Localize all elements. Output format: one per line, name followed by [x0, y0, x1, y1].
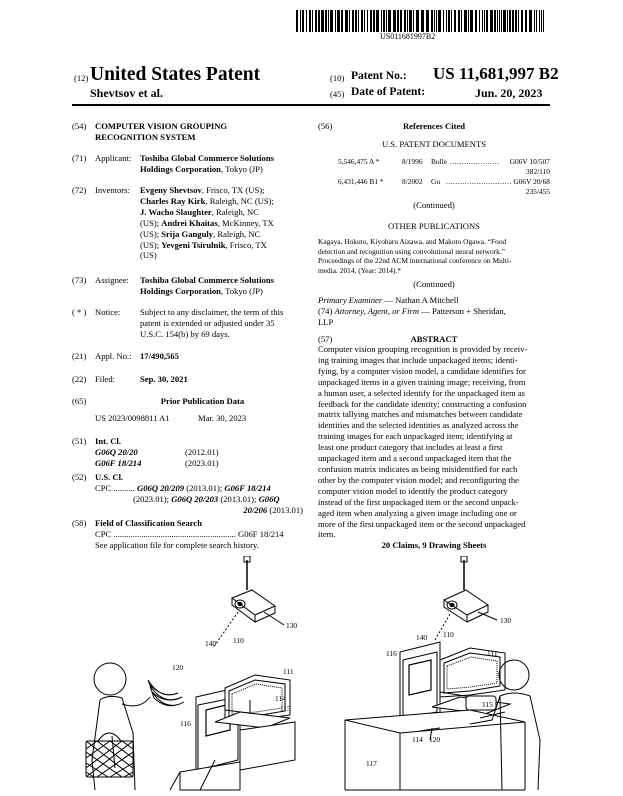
field-code: (51): [72, 436, 87, 446]
barcode-bar: [349, 10, 350, 32]
assignee-name: Holdings Corporation: [140, 285, 221, 296]
doc-kind-code: (12): [74, 73, 89, 83]
field-code: (21): [72, 351, 87, 361]
field-search-note: See application file for complete search history.: [95, 540, 259, 550]
barcode-bar: [302, 10, 304, 32]
barcode-bar: [345, 10, 348, 32]
inventor-name: J. Wacho Slaughter: [140, 206, 212, 217]
abstract-line: Computer vision grouping recognition is provided by receiv-: [318, 344, 528, 354]
field-code: (56): [318, 121, 333, 131]
other-pubs-line: detection and recognition using convolutional neural network.”: [318, 246, 505, 256]
inventor-location: (US): [140, 250, 157, 261]
ref-numeral: 116: [386, 649, 397, 658]
barcode-bar: [352, 10, 354, 32]
ref-numeral: 110: [443, 630, 454, 639]
abstract-line: identities and the selected identities as analyzed across the: [318, 420, 519, 431]
barcode-bar: [364, 10, 365, 32]
barcode-bar: [529, 10, 532, 32]
barcode-bar: [376, 10, 379, 32]
ref-date: 8/2002: [402, 177, 423, 186]
barcode-bar: [543, 10, 544, 32]
abstract-line: a human user, a selected identify for the unpackaged item as: [318, 387, 526, 398]
notice-line: U.S.C. 154(b) by 69 days.: [140, 328, 230, 339]
cpc-text: (2013.01);: [218, 493, 259, 504]
barcode-bar: [515, 10, 517, 32]
barcode-bar: [507, 10, 508, 32]
examiner: [318, 295, 459, 306]
barcode-bar: [536, 10, 537, 32]
barcode-number: US011681997B2: [380, 32, 436, 41]
applicant-label: Applicant:: [95, 153, 132, 163]
notice-text: [140, 307, 315, 340]
abstract-line: more of the first unpackaged item or the second unpackaged: [318, 518, 526, 529]
barcode-bar: [509, 10, 511, 32]
barcode-bar: [479, 10, 480, 32]
attorney: [318, 306, 506, 317]
cpc-class: G06F 18/214: [224, 483, 271, 493]
cpc-class: G06Q 20/203: [171, 493, 219, 504]
notice-label: Notice:: [95, 307, 121, 317]
field-search-cpc: CPC ......................................................... G06F 18/214: [95, 529, 284, 539]
ref-numeral: 115: [280, 704, 291, 713]
abstract-line: unpackaged items in a given training image; receiving, from: [318, 376, 526, 387]
other-pubs-title: OTHER PUBLICATIONS: [388, 221, 480, 231]
ref-leader: .....................: [450, 157, 500, 166]
barcode-bar: [397, 10, 399, 32]
barcode-bar: [373, 10, 375, 32]
continued-note: (Continued): [413, 279, 455, 289]
other-pubs-line: media. 2014. (Year: 2014).*: [318, 265, 401, 275]
applicant-location: , Tokyo (JP): [220, 163, 263, 174]
barcode-bar: [383, 10, 385, 32]
field-code: (74): [318, 306, 335, 316]
barcode-bar: [448, 10, 450, 32]
barcode-bar: [315, 10, 317, 32]
cpc-text: (2013.01): [267, 504, 303, 515]
field-code: ( * ): [72, 307, 87, 317]
ref-class: G06V 20/68: [513, 177, 550, 186]
appl-no: 17/490,565: [140, 351, 179, 361]
int-cl-year: (2023.01): [185, 458, 219, 468]
barcode-bar: [318, 10, 320, 32]
ref-numeral: 114: [275, 694, 286, 703]
applicant-name: Holdings Corporation: [140, 163, 221, 174]
barcode-bar: [436, 10, 437, 32]
barcode-bar: [454, 10, 456, 32]
barcode-bar: [309, 10, 311, 32]
ref-numeral: 130: [286, 621, 298, 630]
assignee-location: , Tokyo (JP): [220, 285, 263, 296]
barcode-bar: [503, 10, 506, 32]
ref-class: 382/110: [526, 167, 550, 176]
barcode-bar: [475, 10, 477, 32]
ref-date: 8/1996: [402, 157, 423, 166]
us-cl-cpc: [95, 483, 303, 516]
inventor-name: Evgeny Shevtsov: [140, 185, 202, 195]
abstract-line: other by the computer vision model; and reconfiguring the: [318, 474, 519, 485]
cpc-class: G06Q 20/209: [137, 483, 185, 493]
field-code: (71): [72, 153, 87, 163]
attorney-label: Attorney, Agent, or Firm: [334, 306, 420, 316]
barcode-bar: [358, 10, 359, 32]
applicant-name: Toshiba Global Commerce Solutions: [140, 153, 274, 163]
barcode-bar: [321, 10, 324, 32]
field-code: (52): [72, 472, 87, 482]
barcode-bar: [388, 10, 391, 32]
ref-numeral: 110: [233, 636, 244, 645]
barcode-bar: [330, 10, 333, 32]
patent-date: Jun. 20, 2023: [475, 86, 543, 100]
ref-numeral: 117: [366, 759, 377, 768]
int-cl-class: G06Q 20/20: [95, 447, 138, 457]
inventor-location: , Raleigh, NC (US);: [205, 195, 274, 206]
prior-pub-title: Prior Publication Data: [160, 396, 245, 406]
barcode-bar: [400, 10, 402, 32]
attorney-name: — Patterson + Sheridan,: [419, 306, 506, 316]
prior-pub-number: US 2023/0098811 A1: [95, 413, 170, 423]
barcode-bar: [426, 10, 429, 32]
inventor-location: (US);: [140, 239, 162, 250]
refs-title: References Cited: [402, 121, 466, 131]
ref-class: G06V 10/507: [509, 157, 550, 166]
assignee-value: [140, 275, 315, 297]
abstract-line: training images for each unpackaged item; identifying at: [318, 431, 513, 442]
barcode-bar: [421, 10, 424, 32]
barcode-bar: [404, 10, 406, 32]
ref-numeral: 111: [487, 649, 498, 658]
invention-title-line: RECOGNITION SYSTEM: [95, 131, 196, 142]
barcode-bar: [541, 10, 542, 32]
barcode-bar: [501, 10, 502, 32]
barcode-bar: [494, 10, 496, 32]
int-cl-year: (2012.01): [185, 447, 219, 457]
field-code: (54): [72, 121, 87, 131]
field-code: (57): [318, 334, 333, 344]
barcode-bar: [300, 10, 301, 32]
invention-title-line: COMPUTER VISION GROUPING: [95, 121, 228, 131]
barcode-bar: [446, 10, 447, 32]
appl-no-label: Appl. No.:: [95, 351, 132, 361]
ref-numeral: 114: [412, 735, 423, 744]
barcode-bar: [335, 10, 336, 32]
us-cl-title: U.S. Cl.: [95, 472, 124, 482]
inventor-short: Shevtsov et al.: [90, 86, 163, 100]
other-pubs-line: Kagaya, Hokuto, Kiyoharu Aizawa, and Makoto Ogawa. “Food: [318, 237, 507, 246]
ref-name: Bolle: [431, 157, 448, 166]
ref-name: Gu: [431, 177, 441, 186]
inventor-name: Charles Ray Kirk: [140, 195, 206, 206]
barcode-bar: [451, 10, 452, 32]
barcode-bar: [434, 10, 435, 32]
barcode-bar: [499, 10, 500, 32]
barcode-bar: [521, 10, 523, 32]
ref-numeral: 120: [429, 735, 441, 744]
inventor-location: , Raleigh, NC: [211, 206, 259, 217]
field-code: (58): [72, 518, 87, 528]
front-page-drawing: [0, 556, 623, 796]
barcode-bar: [328, 10, 329, 32]
abstract-line: confusion matrix indicates as being misidentified for each: [318, 463, 518, 474]
barcode-bar: [325, 10, 327, 32]
abstract-line: least one product category that includes at least a first: [318, 442, 503, 453]
barcode-bar: [381, 10, 382, 32]
barcode-bar: [386, 10, 387, 32]
prior-pub-date: Mar. 30, 2023: [198, 413, 247, 423]
ref-numeral: 115: [482, 700, 493, 709]
reference-row: [338, 157, 550, 177]
abstract-line: item.: [318, 529, 336, 540]
inventor-location: , McKinney, TX: [217, 217, 274, 228]
notice-line: patent is extended or adjusted under 35: [140, 317, 275, 328]
ref-numeral: 140: [205, 639, 217, 648]
inventor-name: Andrei Khaitas: [161, 217, 218, 228]
patent-no: US 11,681,997 B2: [433, 64, 559, 83]
inventors-label: Inventors:: [95, 185, 130, 195]
reference-row: [338, 177, 550, 197]
barcode-bar: [486, 10, 488, 32]
inventor-name: Srija Ganguly: [161, 228, 214, 239]
int-cl-title: Int. Cl.: [95, 436, 122, 446]
inventor-name: Yevgeni Tsirulnik: [161, 239, 226, 250]
inventor-location: (US);: [140, 217, 162, 228]
header-rule: [72, 104, 550, 106]
barcode: [296, 10, 546, 32]
field-code: (65): [72, 396, 87, 406]
abstract-line: feedback for the candidate identity; constructing a confusion: [318, 398, 527, 409]
field-code: (72): [72, 185, 87, 195]
inventor-location: , Raleigh, NC: [213, 228, 261, 239]
int-cl-class: G06F 18/214: [95, 458, 142, 468]
abstract-text: [318, 344, 550, 540]
barcode-bar: [497, 10, 498, 32]
ref-number: 6,431,446 B1 *: [338, 177, 384, 186]
attorney-name: LLP: [318, 317, 334, 327]
barcode-bar: [470, 10, 473, 32]
abstract-line: ing training images that include unpackaged items; identi-: [318, 354, 518, 365]
barcode-bar: [312, 10, 313, 32]
abstract-line: computer vision model to identify the product category: [318, 485, 508, 496]
barcode-bar: [341, 10, 343, 32]
assignee-name: Toshiba Global Commerce Solutions: [140, 275, 274, 285]
date-code: (45): [330, 89, 345, 99]
inventor-location: , Frisco, TX: [225, 239, 267, 250]
barcode-bar: [413, 10, 414, 32]
date-label: Date of Patent:: [351, 86, 426, 98]
assignee-label: Assignee:: [95, 275, 129, 285]
claims-count: 20 Claims, 9 Drawing Sheets: [381, 540, 487, 550]
invention-title: [95, 121, 227, 143]
ref-numeral: 116: [180, 719, 191, 728]
barcode-bar: [458, 10, 460, 32]
barcode-bar: [518, 10, 519, 32]
barcode-bar: [416, 10, 419, 32]
barcode-bar: [367, 10, 368, 32]
other-pubs-text: [318, 237, 550, 275]
barcode-bar: [337, 10, 340, 32]
applicant-value: [140, 153, 310, 175]
ref-leader: ............................: [446, 177, 512, 186]
barcode-bar: [464, 10, 467, 32]
barcode-bar: [443, 10, 444, 32]
barcode-bar: [438, 10, 441, 32]
notice-line: Subject to any disclaimer, the term of this: [140, 307, 284, 317]
abstract-line: matrix tallying matches and mismatches between candidate: [318, 409, 523, 420]
filed-label: Filed:: [95, 374, 116, 384]
ref-numeral: 130: [500, 616, 512, 625]
examiner-label: Primary Examiner: [318, 295, 383, 305]
barcode-bar: [484, 10, 485, 32]
ref-class: 235/455: [525, 187, 550, 196]
barcode-bar: [296, 10, 298, 32]
cpc-text: (2023.01);: [133, 493, 172, 504]
examiner-name: — Nathan A Mitchell: [382, 295, 459, 305]
cpc-text: (2013.01);: [184, 483, 225, 493]
abstract-title: ABSTRACT: [410, 334, 458, 344]
barcode-bar: [539, 10, 540, 32]
barcode-bar: [525, 10, 527, 32]
inventor-location: , Frisco, TX (US);: [201, 185, 265, 195]
barcode-bar: [361, 10, 363, 32]
barcode-bar: [431, 10, 433, 32]
field-code: (73): [72, 275, 87, 285]
inventors-list: [140, 185, 315, 261]
continued-note: (Continued): [413, 200, 455, 210]
abstract-line: aged item when analyzing a given image including one or: [318, 507, 517, 518]
inventor-location: (US);: [140, 228, 162, 239]
abstract-line: unpackaged item and a second unpackaged item that the: [318, 453, 512, 464]
cpc-text: CPC ..........: [95, 483, 135, 493]
barcode-bar: [306, 10, 307, 32]
ref-numeral: 120: [172, 663, 184, 672]
field-search-title: Field of Classification Search: [95, 518, 203, 528]
cpc-class: G06Q: [258, 493, 280, 504]
barcode-bar: [370, 10, 372, 32]
cpc-class: 20/206: [243, 504, 268, 515]
other-pubs-line: Proceedings of the 22nd ACM international conference on Multi-: [318, 256, 512, 266]
us-docs-title: U.S. PATENT DOCUMENTS: [381, 139, 487, 149]
ref-numeral: 111: [283, 667, 294, 676]
ref-numeral: 140: [416, 633, 428, 642]
barcode-bar: [461, 10, 462, 32]
abstract-line: fying, by a computer vision model, a candidate identifies for: [318, 365, 526, 376]
patent-no-code: (10): [330, 73, 345, 83]
barcode-bar: [534, 10, 535, 32]
barcode-bar: [409, 10, 412, 32]
barcode-bar: [482, 10, 483, 32]
barcode-bar: [490, 10, 493, 32]
field-code: (22): [72, 374, 87, 384]
ref-number: 5,546,475 A *: [338, 157, 380, 166]
filed-date: Sep. 30, 2021: [140, 374, 188, 384]
patent-no-label: Patent No.:: [351, 70, 407, 82]
abstract-line: instead of the first unpackaged item or the second unpack-: [318, 496, 519, 507]
document-title: United States Patent: [90, 64, 261, 85]
barcode-bar: [407, 10, 408, 32]
barcode-bar: [393, 10, 396, 32]
barcode-bar: [468, 10, 469, 32]
barcode-bar: [512, 10, 514, 32]
barcode-bar: [355, 10, 357, 32]
